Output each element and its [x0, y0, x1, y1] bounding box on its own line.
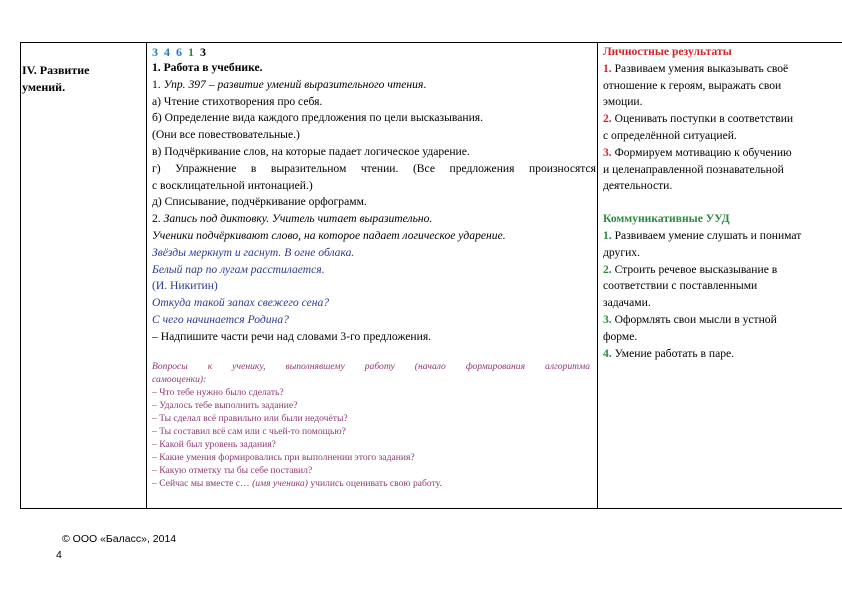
- main-content: [152, 44, 596, 490]
- communicative-title: Коммуникативные УУД: [603, 212, 730, 226]
- number-5: 3: [200, 45, 206, 59]
- task-line: – Надпишите части речи над словами 3-го предложения.: [152, 329, 432, 343]
- poem-author: (И. Никитин): [152, 279, 218, 293]
- comm-item-2-cont: соответствии с поставленными: [603, 279, 758, 293]
- step-g-line1: г) Упражнение в выразительном чтении. (Все предложения произносятся: [152, 161, 596, 175]
- level-numbers: [152, 44, 596, 60]
- poem-line1: Звёзды меркнут и гаснут. В огне облака.: [152, 245, 355, 259]
- questions-block: [152, 360, 596, 490]
- heading-textbook: 1. Работа в учебнике.: [152, 61, 263, 74]
- comm-item-2: 2. Строить речевое высказывание в: [603, 262, 778, 276]
- number-2: 4: [164, 45, 170, 59]
- personal-item-3-cont: деятельности.: [603, 179, 673, 193]
- question-item: – Что тебе нужно было сделать?: [152, 386, 284, 398]
- step-a: а) Чтение стихотворения про себя.: [152, 94, 323, 108]
- table-top-border: [20, 42, 842, 43]
- dictation-line2: Ученики подчёркивают слово, на которое падает логическое ударение.: [152, 228, 506, 242]
- number-1: 3: [152, 45, 158, 59]
- dictation-text: Запись под диктовку. Учитель читает выразительно.: [163, 212, 433, 226]
- comm-item-4: 4. Умение работать в паре.: [603, 346, 735, 360]
- question-item: – Удалось тебе выполнить задание?: [152, 399, 298, 411]
- question-item: – Ты сделал всё правильно или были недочёты?: [152, 412, 348, 424]
- personal-item-1: 1. Развиваем умения выказывать своё: [603, 61, 789, 75]
- student-name-placeholder: (имя ученика): [252, 477, 308, 489]
- comm-item-3-cont: форме.: [603, 329, 638, 343]
- section-title-line2: умений.: [22, 79, 66, 94]
- step-b-note: (Они все повествовательные.): [152, 128, 300, 142]
- question-item: – Какие умения формировались при выполнении этого задания?: [152, 451, 415, 463]
- personal-results-title: Личностные результаты: [603, 45, 732, 58]
- table-left-border: [20, 42, 21, 509]
- dictation-line: 2. Запись под диктовку. Учитель читает выразительно.: [152, 212, 433, 226]
- section-title-line1: IV. Развитие: [22, 63, 90, 77]
- personal-item-2: 2. Оценивать поступки в соответствии: [603, 112, 794, 126]
- questions-intro-line2: самооценки):: [152, 373, 207, 385]
- poem-line3: Откуда такой запах свежего сена?: [152, 296, 330, 310]
- table-divider-2: [597, 42, 598, 509]
- questions-intro-line1: Вопросы к ученику, выполнявшему работу (начало формирования алгоритма: [152, 360, 590, 372]
- question-item: – Какую отметку ты бы себе поставил?: [152, 464, 313, 476]
- comm-item-2-cont: задачами.: [603, 296, 651, 310]
- comm-item-3: 3. Оформлять свои мысли в устной: [603, 312, 777, 326]
- exercise-line: 1. Упр. 397 – развитие умений выразительного чтения.: [152, 77, 427, 91]
- personal-item-1-cont: эмоции.: [603, 95, 643, 109]
- exercise-title: Упр. 397 – развитие умений выразительного чтения: [163, 77, 424, 91]
- copyright: © ООО «Баласс», 2014: [62, 533, 177, 545]
- step-d: д) Списывание, подчёркивание орфограмм.: [152, 195, 367, 209]
- personal-item-3-cont: и целенаправленной познавательной: [603, 162, 784, 176]
- number-4: 1: [188, 45, 194, 59]
- step-b: б) Определение вида каждого предложения по цели высказывания.: [152, 111, 484, 125]
- question-item: – Ты составил всё сам или с чьей-то помощью?: [152, 425, 346, 437]
- comm-item-1: 1. Развиваем умение слушать и понимат: [603, 228, 802, 242]
- question-item: – Какой был уровень задания?: [152, 438, 276, 450]
- poem-line4: С чего начинается Родина?: [152, 312, 289, 326]
- step-v: в) Подчёркивание слов, на которые падает логическое ударение.: [152, 144, 470, 158]
- personal-item-3: 3. Формируем мотивацию к обучению: [603, 145, 792, 159]
- step-g-line2: с восклицательной интонацией.): [152, 178, 313, 192]
- results-column: [603, 44, 842, 362]
- table-bottom-border: [20, 508, 842, 509]
- personal-item-2-cont: с определённой ситуацией.: [603, 128, 737, 142]
- poem-line2: Белый пар по лугам расстилается.: [152, 262, 325, 276]
- number-3: 6: [176, 45, 182, 59]
- comm-item-1-cont: других.: [603, 245, 640, 259]
- page-number: 4: [56, 549, 62, 561]
- personal-item-1-cont: отношение к героям, выражать свои: [603, 78, 782, 92]
- section-title: [22, 62, 144, 96]
- table-divider-1: [146, 42, 147, 509]
- question-item-last: – Сейчас мы вместе с… (имя ученика) учились оценивать свою работу.: [152, 477, 442, 489]
